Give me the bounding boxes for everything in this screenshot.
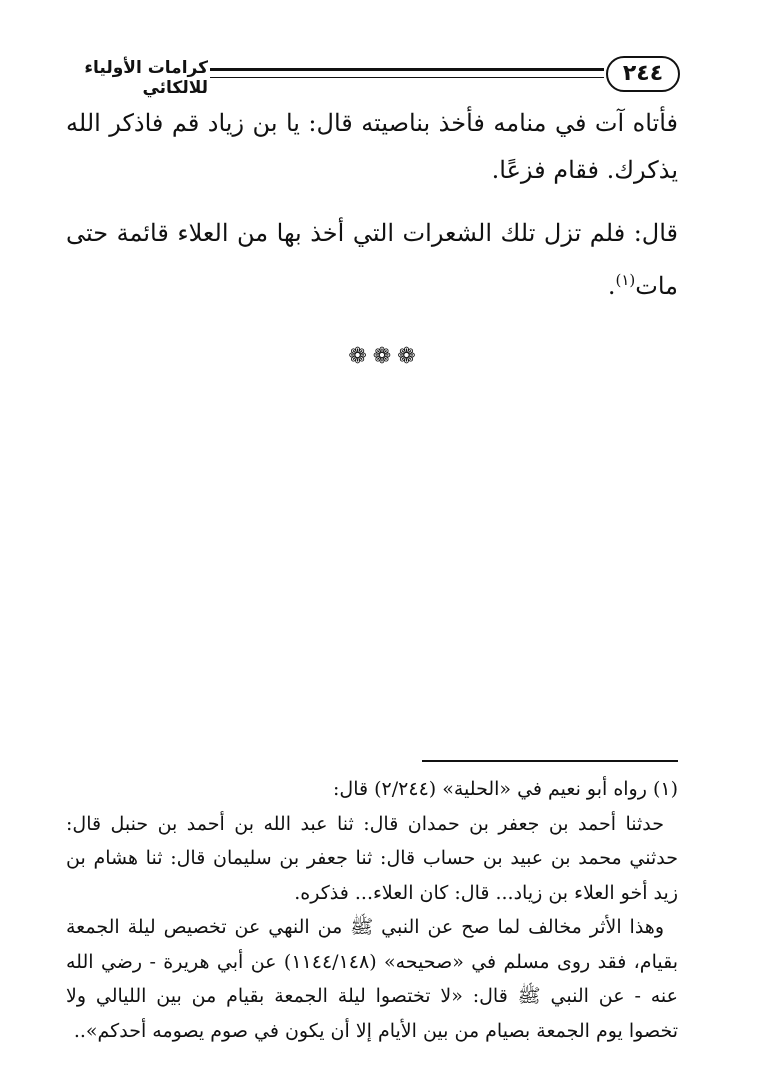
section-separator-ornaments: ❁❁❁: [348, 344, 422, 369]
footnote-paragraph: حدثنا أحمد بن جعفر بن حمدان قال: ثنا عبد الله بن أحمد بن حنبل قال: حدثني محمد بن عبيد بن حساب قال: ثنا جعفر بن سليمان قال: ثنا هشام بن زيد أخو العلاء بن زياد... قال: كان العلاء... فذكره.: [66, 812, 678, 904]
paragraph-end: .: [607, 272, 616, 300]
footnotes: [66, 772, 678, 1048]
running-header: [60, 56, 680, 98]
footnote-paragraph: وهذا الأثر مخالف لما صح عن النبي ﷺ من النهي عن تخصيص ليلة الجمعة بقيام، فقد روى مسلم في «صحيحه» (١١٤٤/١٤٨) عن أبي هريرة - رضي الله عنه - عن النبي ﷺ قال: «لا تختصوا ليلة الجمعة بقيام من بين الليالي ولا تخصوا يوم الجمعة بصيام من بين الأيام إلا أن يكون في صوم يصومه أحدكم»..: [66, 916, 678, 1042]
paragraph: فأتاه آت في منامه فأخذ بناصيته قال: يا بن زياد قم فاذكر الله يذكرك. فقام فزعًا.: [66, 109, 678, 184]
paragraph: [66, 210, 678, 310]
paragraph-text: قال: فلم تزل تلك الشعرات التي أخذ بها من العلاء قائمة حتى مات: [66, 219, 678, 300]
main-text: [66, 100, 678, 326]
header-rule: [210, 68, 604, 78]
running-title: كرامات الأولياء للالكائي: [84, 58, 208, 98]
footnote-citation: (١) رواه أبو نعيم في «الحلية» (٢/٢٤٤) قال:: [333, 778, 678, 800]
footnote-reference: (١): [615, 271, 636, 289]
page-number: ٢٤٤: [606, 56, 680, 92]
footnote-separator: [422, 760, 678, 762]
